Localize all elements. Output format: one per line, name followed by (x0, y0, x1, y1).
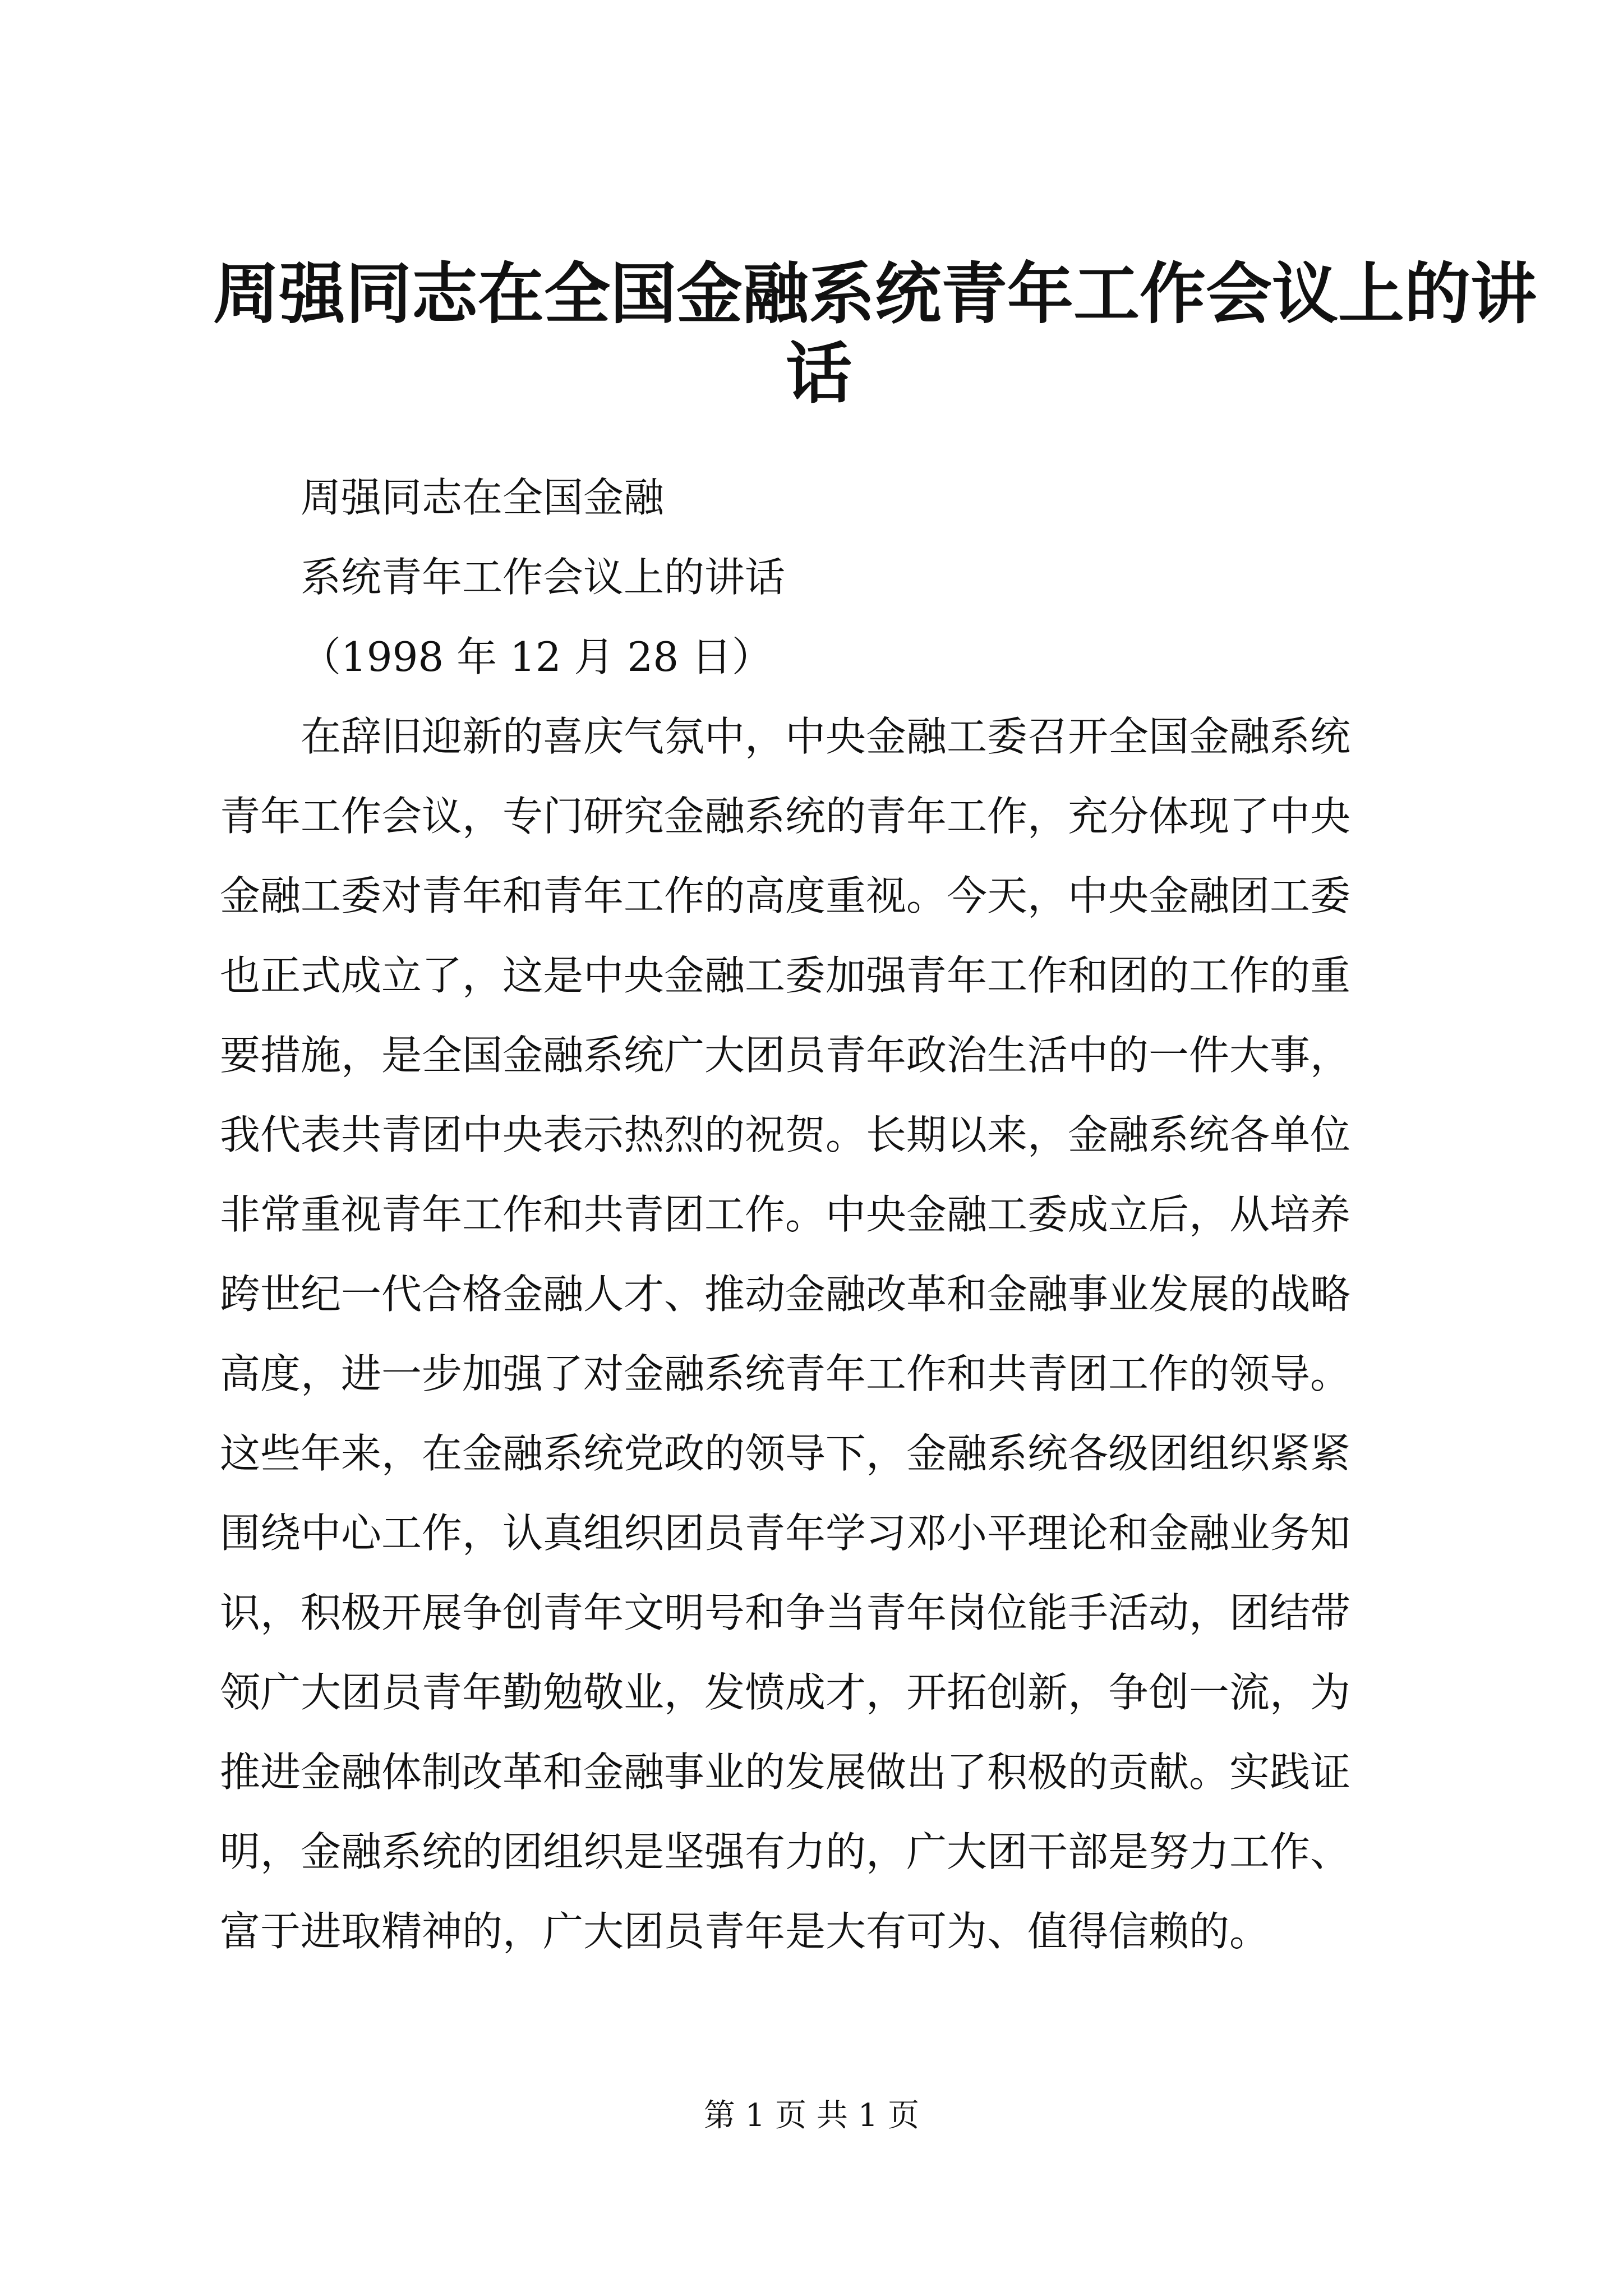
paragraph-line-11: 围绕中心工作，认真组织团员青年学习邓小平理论和金融业务知 (220, 1510, 1351, 1557)
paragraph-line-1: 在辞旧迎新的喜庆气氛中，中央金融工委召开全国金融系统 (301, 713, 1351, 760)
title-line-1: 周强同志在全国金融系统青年工作会议上的讲 (213, 255, 1537, 333)
heading-line-1: 周强同志在全国金融 (301, 474, 665, 521)
paragraph-line-12: 识，积极开展争创青年文明号和争当青年岗位能手活动，团结带 (220, 1589, 1351, 1636)
speech-date: （1998 年 12 月 28 日） (301, 633, 772, 680)
title-line-2: 话 (785, 334, 852, 412)
paragraph-line-8: 跨世纪一代合格金融人才、推动金融改革和金融事业发展的战略 (220, 1271, 1351, 1318)
paragraph-line-15: 明，金融系统的团组织是坚强有力的，广大团干部是努力工作、 (220, 1828, 1351, 1875)
heading-line-2: 系统青年工作会议上的讲话 (301, 554, 786, 601)
document-body (220, 458, 1418, 1971)
paragraph-line-7: 非常重视青年工作和共青团工作。中央金融工委成立后，从培养 (220, 1191, 1351, 1238)
paragraph-line-16: 富于进取精神的，广大团员青年是大有可为、值得信赖的。 (220, 1908, 1270, 1955)
paragraph-line-2: 青年工作会议，专门研究金融系统的青年工作，充分体现了中央 (220, 793, 1351, 840)
document-title (213, 247, 1537, 412)
paragraph-line-13: 领广大团员青年勤勉敬业，发愤成才，开拓创新，争创一流，为 (220, 1669, 1351, 1716)
paragraph-line-6: 我代表共青团中央表示热烈的祝贺。长期以来，金融系统各单位 (220, 1111, 1351, 1158)
paragraph-line-10: 这些年来，在金融系统党政的领导下，金融系统各级团组织紧紧 (220, 1430, 1351, 1477)
paragraph-line-3: 金融工委对青年和青年工作的高度重视。今天，中央金融团工委 (220, 872, 1351, 919)
paragraph-line-4: 也正式成立了，这是中央金融工委加强青年工作和团的工作的重 (220, 952, 1351, 999)
paragraph-line-5: 要措施，是全国金融系统广大团员青年政治生活中的一件大事， (220, 1032, 1351, 1079)
paragraph-line-14: 推进金融体制改革和金融事业的发展做出了积极的贡献。实践证 (220, 1749, 1351, 1796)
paragraph-line-9: 高度，进一步加强了对金融系统青年工作和共青团工作的领导。 (220, 1350, 1351, 1397)
page-footer: 第 1 页 共 1 页 (703, 2097, 920, 2134)
